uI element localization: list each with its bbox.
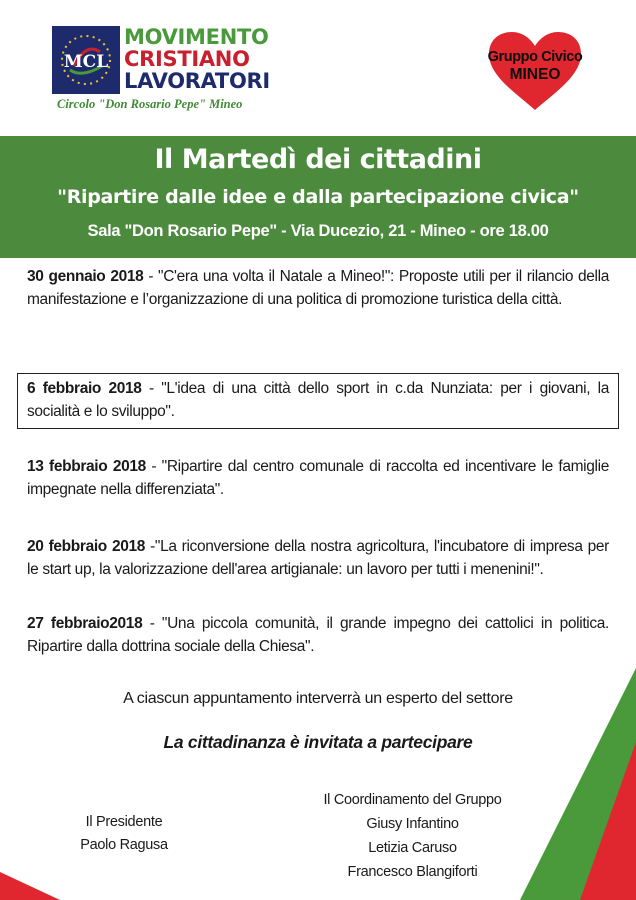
civic-group-label [480, 49, 590, 83]
banner-subtitle: "Ripartire dalle idee e dalla partecipazione civica" [57, 186, 579, 208]
coordinator-name: Giusy Infantino [366, 816, 459, 832]
president-name: Paolo Ragusa [80, 837, 168, 853]
civic-group-line-1: Gruppo Civico [487, 49, 583, 65]
event-description: - "L'idea di una città dello sport in c.da Nunziata: per i giovani, la socialità e lo sviluppo". [27, 380, 609, 420]
event-item [27, 455, 609, 501]
event-date: 13 febbraio 2018 [27, 458, 146, 475]
invitation-text: La cittadinanza è invitata a partecipare [163, 732, 473, 752]
mcl-monogram: MCL [63, 52, 109, 72]
logo-line-cristiano: CRISTIANO [124, 47, 250, 71]
title-banner [0, 136, 636, 258]
president-title: Il Presidente [85, 814, 163, 830]
mcl-logo-name [124, 26, 270, 92]
red-corner-shape [580, 742, 636, 900]
mcl-logo-icon [52, 26, 120, 94]
banner-venue: Sala "Don Rosario Pepe" - Via Ducezio, 21 - Mineo - ore 18.00 [87, 222, 549, 240]
banner-title: Il Martedì dei cittadini [154, 144, 482, 175]
event-item [27, 535, 609, 581]
coordinator-name: Francesco Blangiforti [347, 864, 478, 880]
coordination-signature [300, 788, 525, 884]
event-date: 6 febbraio 2018 [27, 380, 142, 397]
civic-group-line-2: MINEO [509, 66, 561, 83]
event-description: - "C'era una volta il Natale a Mineo!": Proposte utili per il rilancio della manifestazione e l’organizzazione di una politica di promozione turistica della città. [27, 268, 609, 308]
circolo-subtitle: Circolo "Don Rosario Pepe" Mineo [57, 97, 243, 111]
coordinator-name: Letizia Caruso [368, 840, 457, 856]
event-description: - "Una piccola comunità, il grande impegno dei cattolici in politica. Ripartire dalla dottrina sociale della Chiesa". [27, 615, 609, 655]
event-description: -"La riconversione della nostra agricoltura, l'incubatore di impresa per le start up, la valorizzazione dell'area artigianale: un lavoro per tutti i menenini!". [27, 538, 609, 578]
event-date: 30 gennaio 2018 [27, 268, 144, 285]
event-item [27, 265, 609, 311]
logo-line-movimento: MOVIMENTO [124, 25, 269, 49]
coordination-title: Il Coordinamento del Gruppo [323, 792, 502, 808]
event-item [27, 612, 609, 658]
logo-line-lavoratori: LAVORATORI [124, 69, 270, 93]
red-corner-left-shape [0, 872, 60, 900]
event-date: 27 febbraio2018 [27, 615, 143, 632]
president-signature [74, 811, 174, 857]
event-description: - "Ripartire dal centro comunale di raccolta ed incentivare le famiglie impegnate nella differenziata". [27, 458, 609, 498]
event-item-highlighted [27, 377, 609, 423]
expert-note: A ciascun appuntamento interverrà un esperto del settore [123, 690, 513, 707]
event-date: 20 febbraio 2018 [27, 538, 146, 555]
